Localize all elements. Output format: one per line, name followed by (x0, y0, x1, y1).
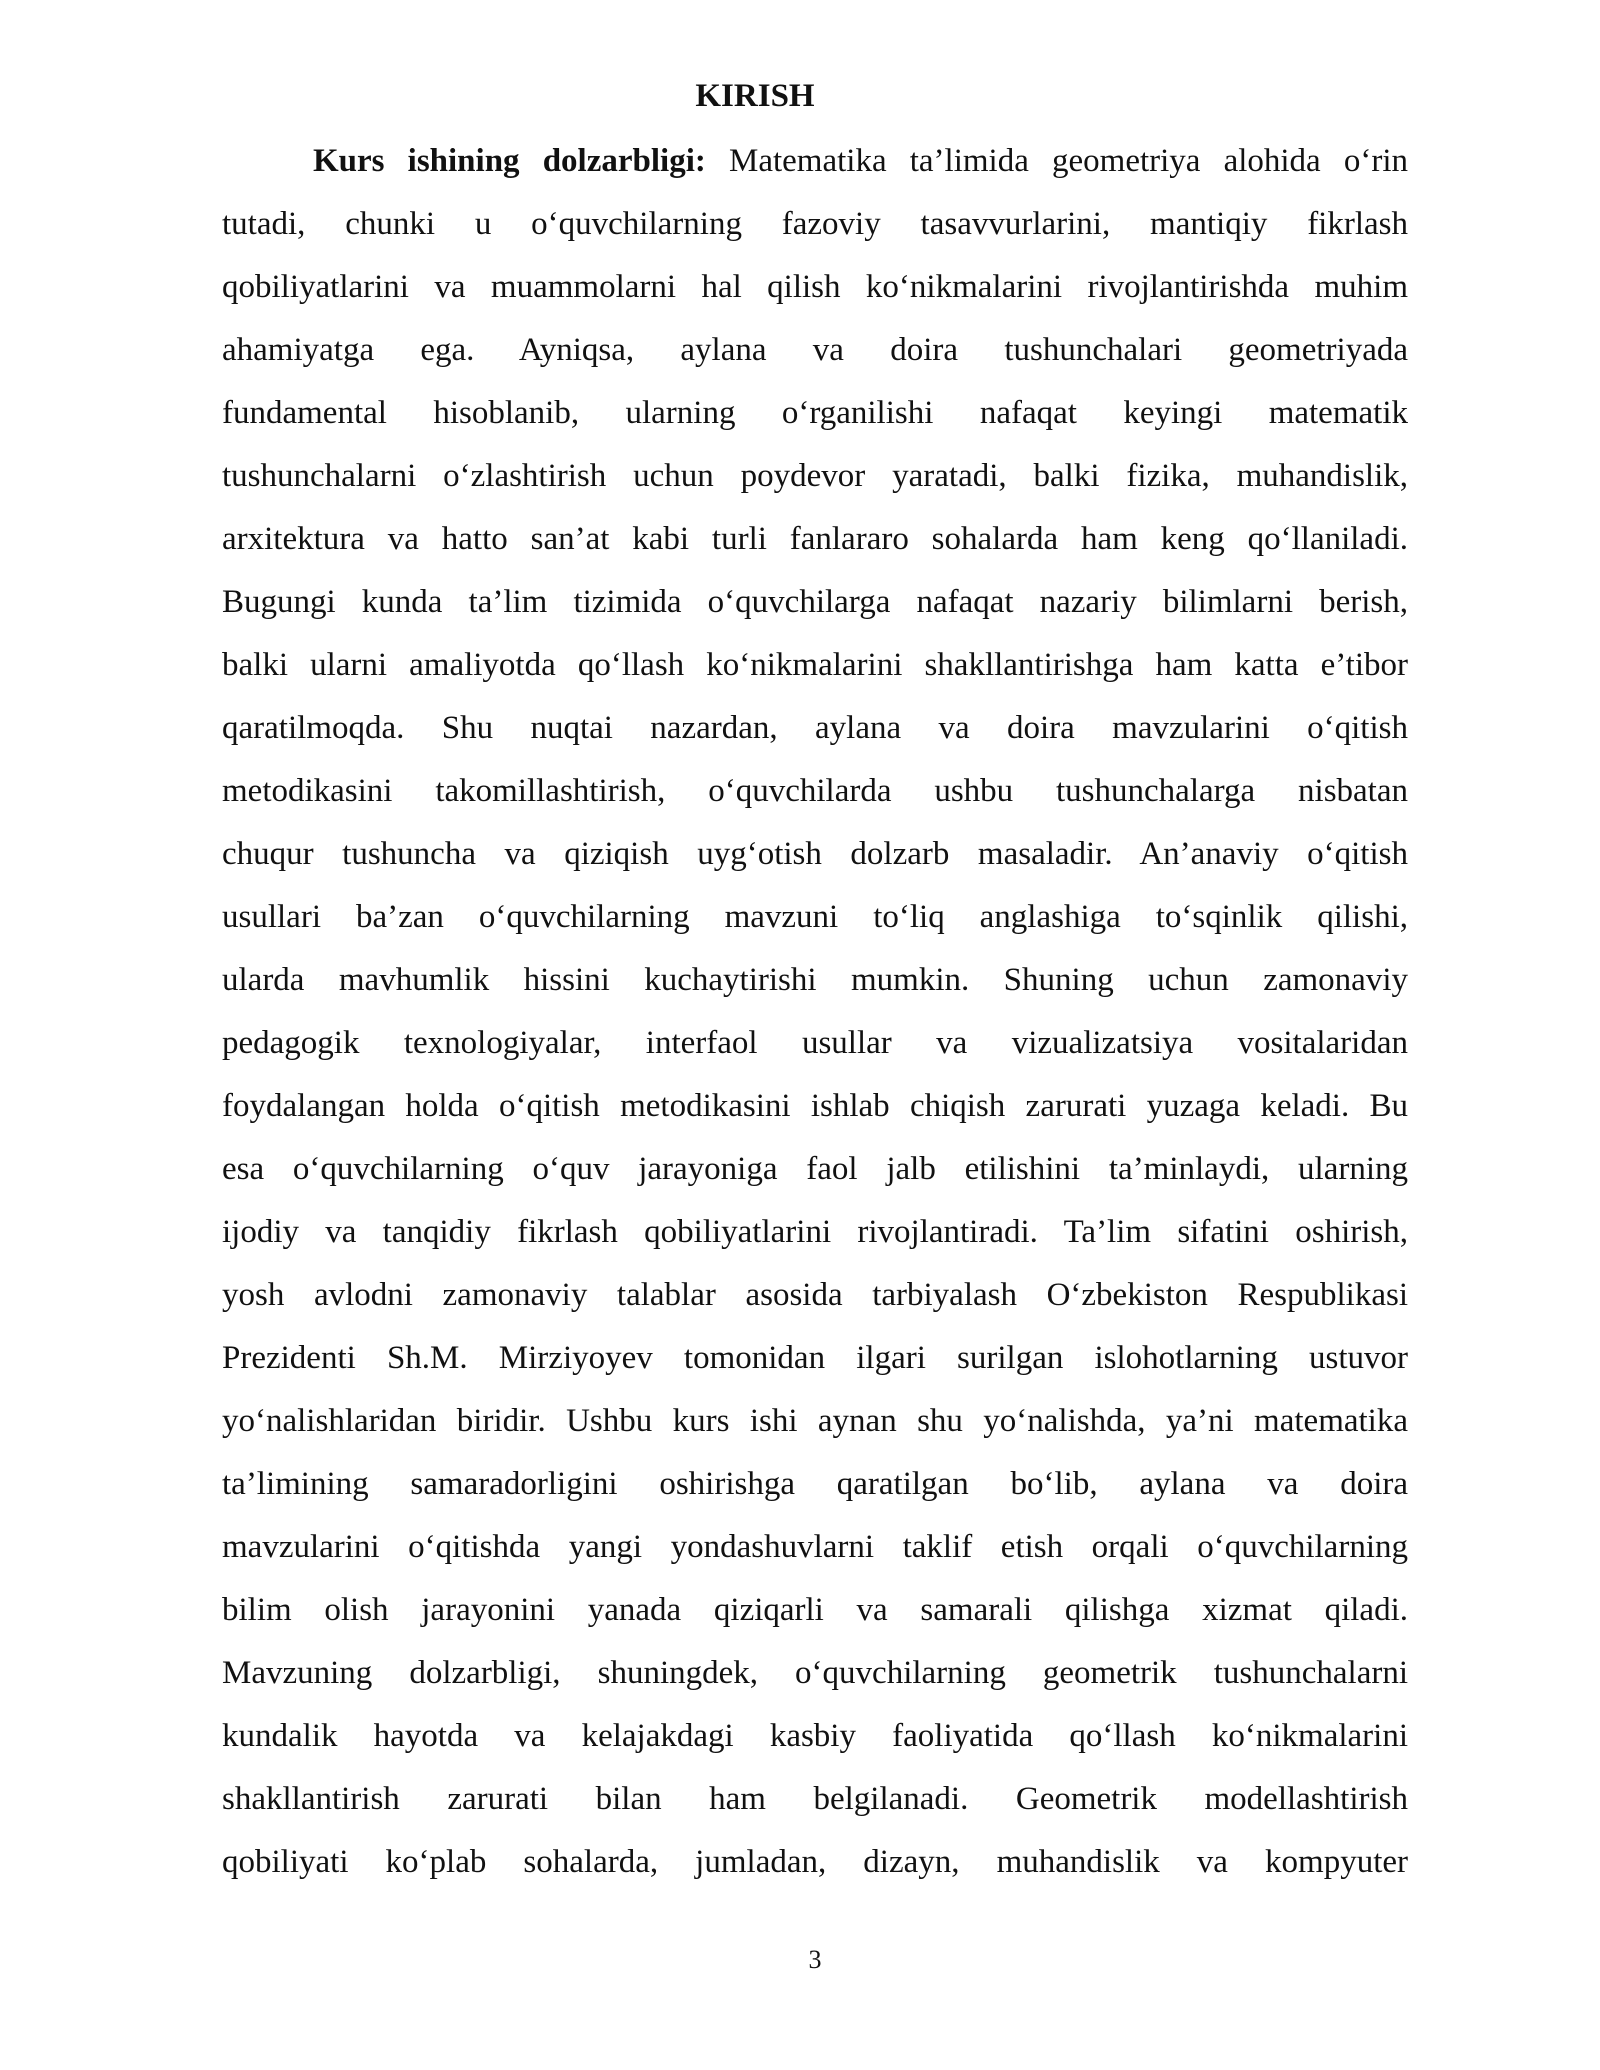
paragraph-line: foydalangan holda o‘qitish metodikasini ishlab chiqish zarurati yuzaga keladi. Bu (222, 1088, 1408, 1124)
paragraph-line: ta’limining samaradorligini oshirishga qaratilgan bo‘lib, aylana va doira (222, 1466, 1408, 1502)
paragraph-line: ahamiyatga ega. Ayniqsa, aylana va doira tushunchalari geometriyada (222, 332, 1408, 368)
paragraph-line: yosh avlodni zamonaviy talablar asosida tarbiyalash O‘zbekiston Respublikasi (222, 1277, 1408, 1313)
paragraph-line: balki ularni amaliyotda qo‘llash ko‘nikmalarini shakllantirishga ham katta e’tibor (222, 647, 1408, 683)
paragraph-line: qobiliyatlarini va muammolarni hal qilish ko‘nikmalarini rivojlantirishda muhim (222, 269, 1408, 305)
paragraph-line: ijodiy va tanqidiy fikrlash qobiliyatlarini rivojlantiradi. Ta’lim sifatini oshirish, (222, 1214, 1408, 1250)
body-text (222, 130, 1408, 1894)
paragraph-line: usullari ba’zan o‘quvchilarning mavzuni to‘liq anglashiga to‘sqinlik qilishi, (222, 899, 1408, 935)
paragraph-line: yo‘nalishlaridan biridir. Ushbu kurs ishi aynan shu yo‘nalishda, ya’ni matematika (222, 1403, 1408, 1439)
paragraph-line: ularda mavhumlik hissini kuchaytirishi mumkin. Shuning uchun zamonaviy (222, 962, 1408, 998)
paragraph-line: pedagogik texnologiyalar, interfaol usullar va vizualizatsiya vositalaridan (222, 1025, 1408, 1061)
paragraph-line: mavzularini o‘qitishda yangi yondashuvlarni taklif etish orqali o‘quvchilarning (222, 1529, 1408, 1565)
paragraph-line: chuqur tushuncha va qiziqish uyg‘otish dolzarb masaladir. An’anaviy o‘qitish (222, 836, 1408, 872)
paragraph-line: fundamental hisoblanib, ularning o‘rganilishi nafaqat keyingi matematik (222, 395, 1408, 431)
paragraph-line: Bugungi kunda ta’lim tizimida o‘quvchilarga nafaqat nazariy bilimlarni berish, (222, 584, 1408, 620)
section-heading: KIRISH (695, 78, 815, 114)
paragraph-line: esa o‘quvchilarning o‘quv jarayoniga faol jalb etilishini ta’minlaydi, ularning (222, 1151, 1408, 1187)
paragraph-line: tushunchalarni o‘zlashtirish uchun poydevor yaratadi, balki fizika, muhandislik, (222, 458, 1408, 494)
page-number: 3 (808, 1945, 822, 1974)
paragraph-line: bilim olish jarayonini yanada qiziqarli va samarali qilishga xizmat qiladi. (222, 1592, 1408, 1628)
paragraph-line: kundalik hayotda va kelajakdagi kasbiy faoliyatida qo‘llash ko‘nikmalarini (222, 1718, 1408, 1754)
paragraph-line (222, 130, 1408, 193)
paragraph-line: tutadi, chunki u o‘quvchilarning fazoviy tasavvurlarini, mantiqiy fikrlash (222, 206, 1408, 242)
paragraph-line: shakllantirish zarurati bilan ham belgilanadi. Geometrik modellashtirish (222, 1781, 1408, 1817)
intro-label: Kurs ishining dolzarbligi: (313, 143, 706, 179)
paragraph-line: qobiliyati ko‘plab sohalarda, jumladan, dizayn, muhandislik va kompyuter (222, 1844, 1408, 1880)
paragraph-line: arxitektura va hatto san’at kabi turli fanlararo sohalarda ham keng qo‘llaniladi. (222, 521, 1408, 557)
line-text: Matematika ta’limida geometriya alohida o‘rin (705, 143, 1408, 179)
paragraph-line: Prezidenti Sh.M. Mirziyoyev tomonidan ilgari surilgan islohotlarning ustuvor (222, 1340, 1408, 1376)
paragraph-line: qaratilmoqda. Shu nuqtai nazardan, aylana va doira mavzularini o‘qitish (222, 710, 1408, 746)
paragraph-line: Mavzuning dolzarbligi, shuningdek, o‘quvchilarning geometrik tushunchalarni (222, 1655, 1408, 1691)
paragraph-line: metodikasini takomillashtirish, o‘quvchilarda ushbu tushunchalarga nisbatan (222, 773, 1408, 809)
